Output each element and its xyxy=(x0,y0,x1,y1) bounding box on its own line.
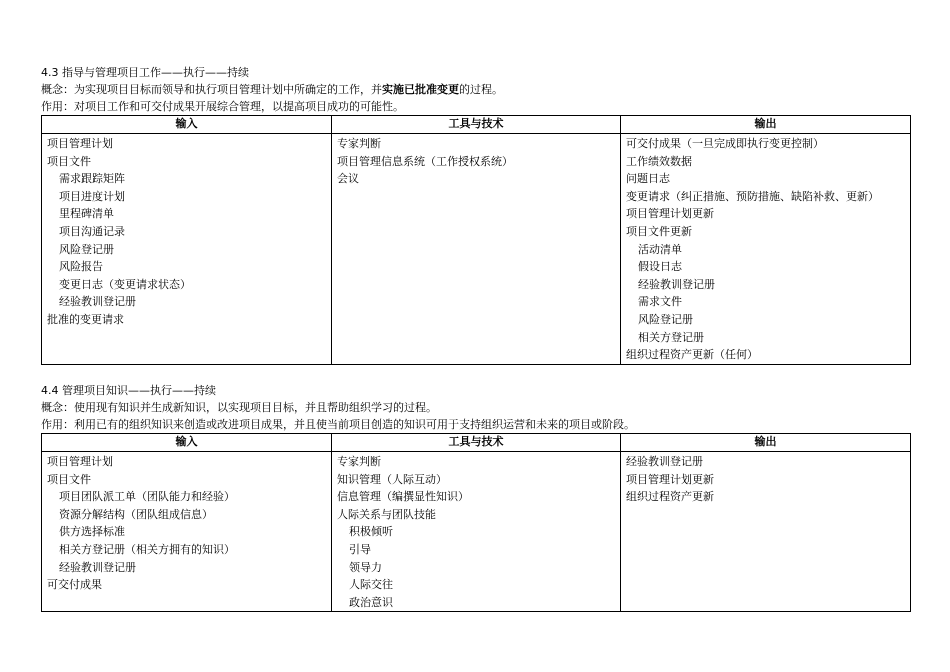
section-title: 4.4 管理项目知识——执行——持续 xyxy=(41,384,216,397)
list-item: 风险登记册 xyxy=(638,312,693,326)
header-inputs: 输入 xyxy=(42,116,332,134)
concept-text: 概念：为实现项目目标而领导和执行项目管理计划中所确定的工作，并 xyxy=(41,83,382,96)
list-item: 变更请求（纠正措施、预防措施、缺陷补救、更新） xyxy=(626,189,879,203)
section-purpose: 作用：对项目工作和可交付成果开展综合管理，以提高项目成功的可能性。 xyxy=(41,100,404,113)
list-item: 会议 xyxy=(337,172,359,186)
list-item: 项目团队派工单（团队能力和经验） xyxy=(59,490,235,504)
process-table xyxy=(41,433,911,612)
list-item: 人际关系与团队技能 xyxy=(337,507,436,521)
list-item: 风险报告 xyxy=(59,260,103,274)
list-item: 项目文件 xyxy=(47,154,91,168)
list-item: 专家判断 xyxy=(337,455,381,468)
list-item: 引导 xyxy=(349,542,371,556)
list-item: 项目管理计划 xyxy=(47,455,113,468)
list-item: 需求跟踪矩阵 xyxy=(59,172,125,186)
list-item: 经验教训登记册 xyxy=(59,560,136,574)
inputs-cell xyxy=(42,134,332,365)
list-item: 活动清单 xyxy=(638,242,682,256)
list-item: 项目文件更新 xyxy=(626,224,692,238)
section-concept xyxy=(41,81,909,98)
list-item: 假设日志 xyxy=(638,260,682,274)
list-item: 批准的变更请求 xyxy=(47,312,124,326)
header-tools: 工具与技术 xyxy=(332,116,621,134)
list-item: 专家判断 xyxy=(337,137,381,150)
header-inputs: 输入 xyxy=(42,434,332,452)
list-item: 相关方登记册 xyxy=(638,330,704,344)
list-item: 经验教训登记册 xyxy=(59,295,136,309)
header-outputs: 输出 xyxy=(621,116,911,134)
section-concept xyxy=(41,399,909,416)
table-row xyxy=(42,134,911,365)
list-item: 问题日志 xyxy=(626,172,670,186)
list-item: 资源分解结构（团队组成信息） xyxy=(59,507,213,521)
list-item: 工作绩效数据 xyxy=(626,154,692,168)
list-item: 项目管理计划更新 xyxy=(626,207,714,221)
list-item: 项目沟通记录 xyxy=(59,224,125,238)
inputs-cell xyxy=(42,452,332,612)
list-item: 项目管理计划 xyxy=(47,137,113,150)
concept-text: 概念：使用现有知识并生成新知识，以实现项目目标，并且帮助组织学习的过程。 xyxy=(41,401,437,414)
list-item: 项目进度计划 xyxy=(59,189,125,203)
list-item: 风险登记册 xyxy=(59,242,114,256)
concept-highlight: 实施已批准变更 xyxy=(382,83,459,96)
table-row xyxy=(42,452,911,612)
list-item: 项目文件 xyxy=(47,472,91,486)
list-item: 需求文件 xyxy=(638,295,682,309)
header-outputs: 输出 xyxy=(621,434,911,452)
outputs-cell xyxy=(621,134,911,365)
list-item: 变更日志（变更请求状态） xyxy=(59,277,191,291)
section-4-3 xyxy=(41,64,909,365)
list-item: 知识管理（人际互动） xyxy=(337,472,447,486)
list-item: 信息管理（编撰显性知识） xyxy=(337,490,469,504)
table-header-row xyxy=(42,116,911,134)
tools-cell xyxy=(332,452,621,612)
list-item: 人际交往 xyxy=(349,578,393,592)
list-item: 经验教训登记册 xyxy=(638,277,715,291)
section-title: 4.3 指导与管理项目工作——执行——持续 xyxy=(41,66,249,79)
list-item: 相关方登记册（相关方拥有的知识） xyxy=(59,542,235,556)
list-item: 经验教训登记册 xyxy=(626,455,703,468)
list-item: 供方选择标准 xyxy=(59,525,125,539)
list-item: 可交付成果（一旦完成即执行变更控制） xyxy=(626,137,824,150)
list-item: 可交付成果 xyxy=(47,578,102,592)
list-item: 里程碑清单 xyxy=(59,207,114,221)
tools-cell xyxy=(332,134,621,365)
list-item: 组织过程资产更新（任何） xyxy=(626,348,758,362)
list-item: 项目管理计划更新 xyxy=(626,472,714,486)
table-header-row xyxy=(42,434,911,452)
list-item: 组织过程资产更新 xyxy=(626,490,714,504)
section-purpose: 作用：利用已有的组织知识来创造或改进项目成果，并且使当前项目创造的知识可用于支持组织运营和未来的项目或阶段。 xyxy=(41,418,635,431)
list-item: 项目管理信息系统（工作授权系统） xyxy=(337,154,513,168)
concept-text-end: 的过程。 xyxy=(459,83,503,96)
list-item: 积极倾听 xyxy=(349,525,393,539)
section-4-4 xyxy=(41,382,909,612)
list-item: 领导力 xyxy=(349,560,382,574)
outputs-cell xyxy=(621,452,911,612)
header-tools: 工具与技术 xyxy=(332,434,621,452)
list-item: 政治意识 xyxy=(349,595,393,609)
process-table xyxy=(41,115,911,365)
